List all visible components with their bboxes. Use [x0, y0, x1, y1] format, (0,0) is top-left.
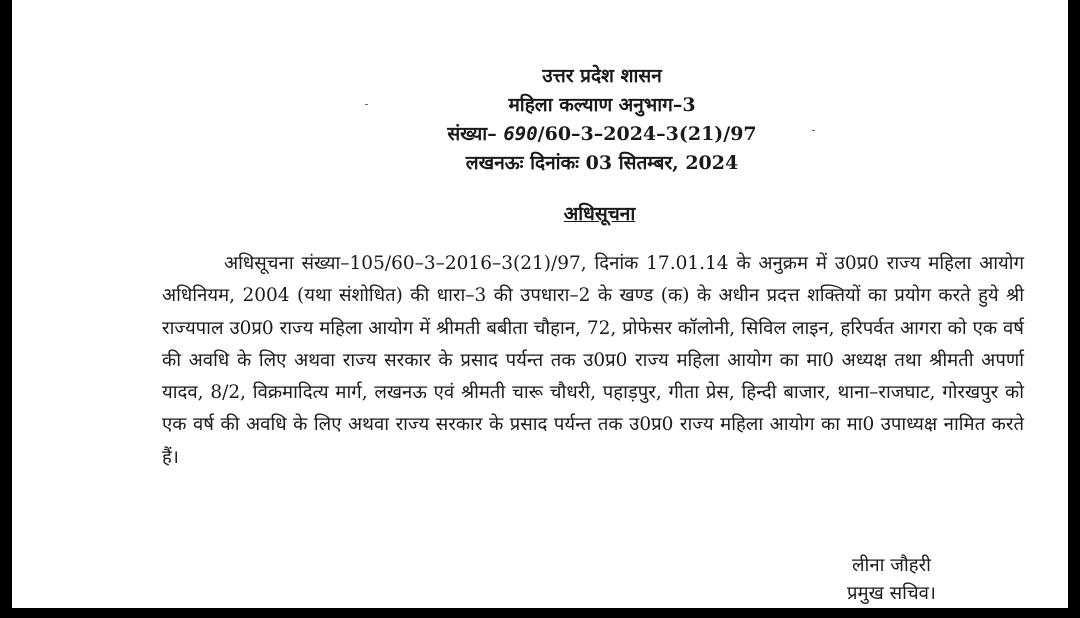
notification-title: अधिसूचना — [563, 203, 636, 225]
place-date: लखनऊः दिनांकः 03 सितम्बर, 2024 — [465, 152, 739, 174]
document-header — [12, 62, 1080, 178]
signatory-name: लीना जौहरी — [851, 555, 931, 576]
reference-number — [12, 120, 1080, 149]
document-page — [12, 0, 1068, 608]
reference-handwritten-number: 690 — [503, 123, 538, 145]
notification-body: अधिसूचना संख्या–105/60–3–2016–3(21)/97, दिनांक 17.01.14 के अनुक्रम में उ0प्र0 राज्य महिला आयोग अधिनियम, 2004 (यथा संशोधित) की धारा–3 की उपधारा–2 के खण्ड (क) के अधीन प्रदत्त शक्तियों का प्रयोग करते हुये श्री राज्यपाल उ0प्र0 राज्य महिला आयोग में श्रीमती बबीता चौहान, 72, प्रोफेसर कॉलोनी, सिविल लाइन, हरिपर्वत आगरा को एक वर्ष की अवधि के लिए अथवा राज्य सरकार के प्रसाद पर्यन्त तक उ0प्र0 राज्य महिला आयोग का मा0 अध्यक्ष तथा श्रीमती अपर्णा यादव, 8/2, विक्रमादित्य मार्ग, लखनऊ एवं श्रीमती चारू चौधरी, पहाड़पुर, गीता प्रेस, हिन्दी बाजार, थाना–राजघाट, गोरखपुर को एक वर्ष की अवधि के लिए अथवा राज्य सरकार के प्रसाद पर्यन्त तक उ0प्र0 राज्य महिला आयोग का मा0 उपाध्यक्ष नामित करते हैं। — [162, 253, 1024, 468]
department-name: महिला कल्याण अनुभाग–3 — [508, 94, 696, 116]
signatory-designation: प्रमुख सचिव। — [847, 583, 936, 604]
reference-prefix: संख्या– — [447, 123, 504, 145]
government-name: उत्तर प्रदेश शासन — [542, 65, 662, 87]
reference-suffix: /60–3–2024–3(21)/97 — [537, 123, 757, 145]
signature-block — [847, 552, 936, 608]
